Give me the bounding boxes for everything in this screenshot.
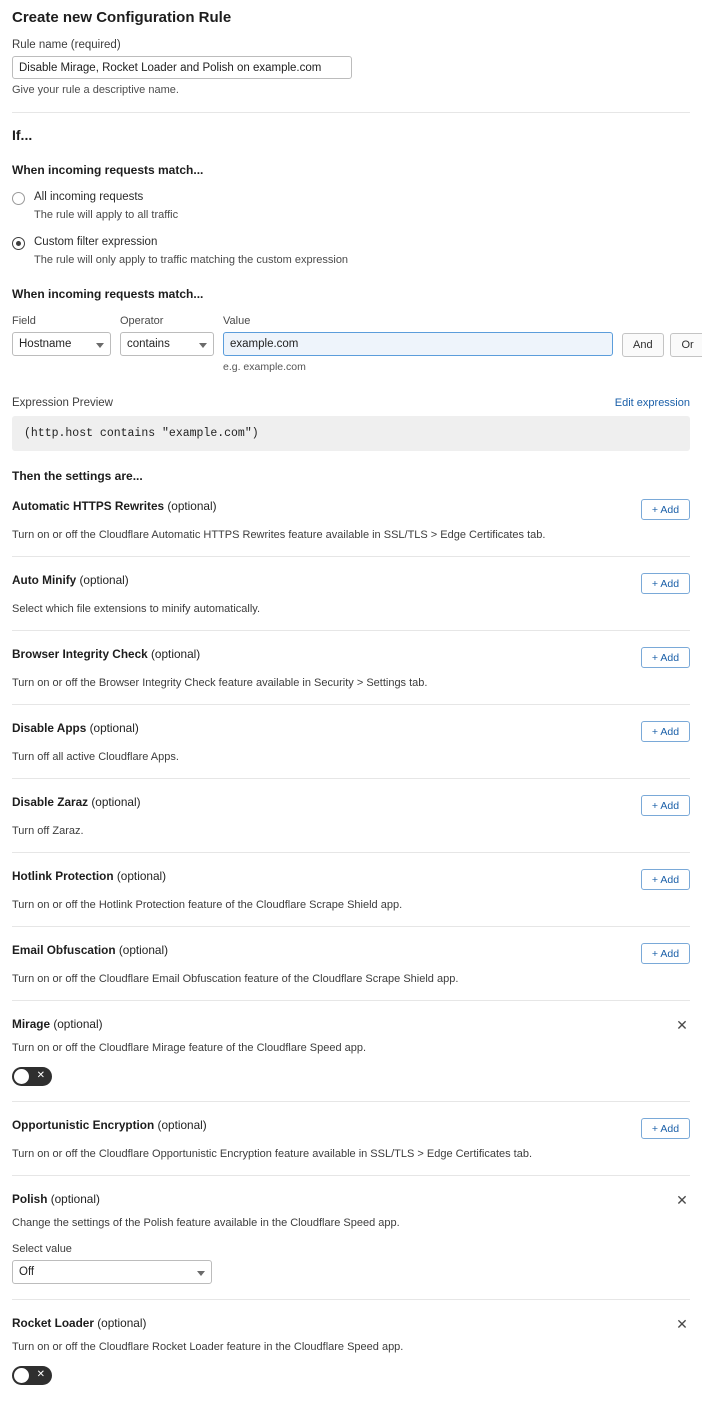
setting-description: Turn on or off the Browser Integrity Check feature available in Security > Settings tab.: [12, 677, 428, 690]
add-button[interactable]: + Add: [641, 1118, 690, 1139]
setting-email-obfuscation: [12, 926, 690, 985]
setting-title: Hotlink Protection (optional): [12, 869, 167, 884]
value-hint: e.g. example.com: [223, 361, 306, 374]
setting-polish: [12, 1175, 690, 1284]
add-button[interactable]: + Add: [641, 869, 690, 890]
add-button[interactable]: + Add: [641, 573, 690, 594]
if-section-title: If...: [12, 127, 33, 143]
operator-label: Operator: [120, 315, 164, 328]
operator-column: [120, 315, 214, 356]
setting-description: Turn on or off the Cloudflare Opportunistic Encryption feature available in SSL/TLS > Edge Certificates tab.: [12, 1148, 533, 1161]
toggle-knob: [14, 1069, 29, 1084]
add-button[interactable]: + Add: [641, 647, 690, 668]
toggle-knob: [14, 1368, 29, 1383]
mirage-toggle[interactable]: [12, 1067, 52, 1086]
rocket-loader-toggle[interactable]: [12, 1366, 52, 1385]
expression-preview-box: (http.host contains "example.com"): [12, 416, 690, 451]
setting-description: Turn off all active Cloudflare Apps.: [12, 751, 179, 764]
polish-select[interactable]: [12, 1260, 212, 1284]
field-select[interactable]: [12, 332, 111, 356]
rule-name-group: [12, 39, 690, 96]
setting-title: Opportunistic Encryption (optional): [12, 1118, 207, 1133]
field-label: Field: [12, 315, 36, 328]
setting-description: Select which file extensions to minify automatically.: [12, 603, 261, 616]
setting-description: Turn on or off the Cloudflare Automatic HTTPS Rewrites feature available in SSL/TLS > Edge Certificates tab.: [12, 529, 546, 542]
setting-title: Disable Apps (optional): [12, 721, 139, 736]
remove-icon[interactable]: ✕: [674, 1192, 690, 1208]
setting-title: Mirage (optional): [12, 1017, 103, 1032]
setting-description: Turn on or off the Cloudflare Mirage feature of the Cloudflare Speed app.: [12, 1042, 367, 1055]
radio-option-all-incoming-requests[interactable]: [12, 190, 690, 222]
toggle-off-icon: ✕: [36, 1369, 45, 1381]
radio-description: The rule will apply to all traffic: [34, 208, 179, 221]
setting-disable-apps: [12, 704, 690, 763]
setting-title: Rocket Loader (optional): [12, 1316, 147, 1331]
add-button[interactable]: + Add: [641, 721, 690, 742]
radio-option-custom-filter-expression[interactable]: [12, 235, 690, 267]
setting-description: Turn on or off the Cloudflare Rocket Loader feature in the Cloudflare Speed app.: [12, 1341, 404, 1354]
setting-description: Turn on or off the Cloudflare Email Obfuscation feature of the Cloudflare Scrape Shield app.: [12, 973, 459, 986]
radio-description: The rule will only apply to traffic matching the custom expression: [34, 254, 349, 267]
radio-label: Custom filter expression: [34, 236, 158, 249]
rule-name-label: Rule name (required): [12, 39, 121, 51]
setting-description: Turn on or off the Hotlink Protection feature of the Cloudflare Scrape Shield app.: [12, 899, 403, 912]
value-column: [223, 315, 613, 373]
filter-row: [12, 315, 694, 374]
add-button[interactable]: + Add: [641, 499, 690, 520]
add-button[interactable]: + Add: [641, 943, 690, 964]
setting-title: Polish (optional): [12, 1192, 100, 1207]
rule-name-hint: Give your rule a descriptive name.: [12, 84, 179, 96]
setting-title: Email Obfuscation (optional): [12, 943, 169, 958]
field-column: [12, 315, 111, 356]
setting-description: Change the settings of the Polish feature available in the Cloudflare Speed app.: [12, 1217, 400, 1230]
setting-opportunistic-encryption: [12, 1101, 690, 1160]
expression-preview-header: [12, 397, 690, 409]
setting-hotlink-protection: [12, 852, 690, 911]
and-button[interactable]: And: [622, 333, 664, 357]
add-button[interactable]: + Add: [641, 795, 690, 816]
or-button[interactable]: Or: [670, 333, 702, 357]
setting-auto-minify: [12, 556, 690, 615]
radio-icon[interactable]: [12, 237, 25, 250]
radio-label: All incoming requests: [34, 191, 144, 203]
setting-rocket-loader: [12, 1299, 690, 1385]
if-section-subhead: When incoming requests match...: [12, 163, 204, 177]
value-label: Value: [223, 315, 251, 328]
polish-select-label: Select value: [12, 1243, 72, 1256]
edit-expression-link[interactable]: Edit expression: [614, 397, 690, 410]
rule-name-input[interactable]: [12, 56, 352, 79]
setting-title: Auto Minify (optional): [12, 573, 129, 588]
then-settings-heading: Then the settings are...: [12, 469, 143, 484]
setting-mirage: [12, 1000, 690, 1086]
expression-preview-title: Expression Preview: [12, 397, 113, 410]
toggle-off-icon: ✕: [36, 1070, 45, 1082]
operator-select[interactable]: [120, 332, 214, 356]
radio-icon[interactable]: [12, 192, 25, 205]
remove-icon[interactable]: ✕: [674, 1017, 690, 1033]
page-title: Create new Configuration Rule: [12, 9, 232, 26]
and-or-group: [622, 315, 702, 357]
filter-subhead: When incoming requests match...: [12, 287, 204, 302]
setting-automatic-https-rewrites: [12, 483, 690, 541]
remove-icon[interactable]: ✕: [674, 1316, 690, 1332]
setting-title: Disable Zaraz (optional): [12, 795, 141, 810]
setting-disable-zaraz: [12, 778, 690, 837]
setting-browser-integrity-check: [12, 630, 690, 689]
setting-description: Turn off Zaraz.: [12, 825, 84, 838]
setting-title: Browser Integrity Check (optional): [12, 647, 201, 662]
setting-title: Automatic HTTPS Rewrites (optional): [12, 499, 217, 514]
divider: [12, 112, 690, 113]
value-input[interactable]: [223, 332, 613, 356]
